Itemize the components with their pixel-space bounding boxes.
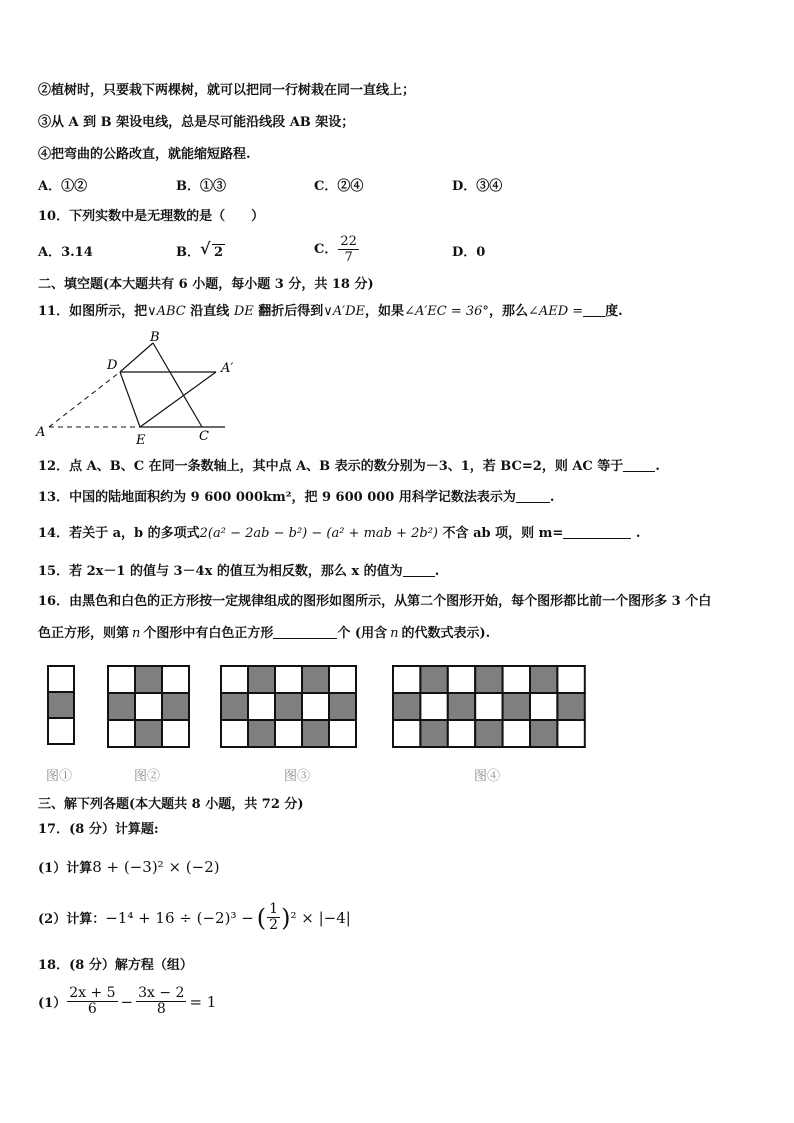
q15-stem — [38, 562, 439, 581]
label-a-prime: A′ — [221, 361, 234, 376]
q18-part-1 — [38, 986, 216, 1017]
gray-square — [135, 720, 162, 747]
q10-option-b-value: 2 — [214, 245, 224, 260]
q9-option-b[interactable]: B．①③ — [176, 179, 226, 194]
q17-part-1-label: (1）计算 — [38, 861, 93, 876]
q16-variable-n-2: n — [390, 626, 399, 641]
label-d: D — [107, 358, 118, 373]
q16-answer-blank[interactable] — [273, 624, 337, 639]
q17-part-2-fraction — [267, 902, 280, 933]
gray-square — [302, 666, 329, 693]
q12-answer-blank[interactable] — [623, 457, 655, 472]
q15-text-end: . — [434, 564, 440, 579]
q14-stem — [38, 524, 640, 543]
q18-part-1-label: (1） — [38, 996, 67, 1011]
white-square — [329, 666, 356, 693]
white-square — [448, 666, 475, 693]
label-e: E — [136, 433, 146, 448]
q9-option-a[interactable]: A．①② — [38, 179, 88, 194]
white-square — [302, 693, 329, 720]
q17-part-1-expression: 8 + (−3)² × (−2) — [92, 858, 220, 876]
white-square — [393, 666, 420, 693]
gray-square — [302, 720, 329, 747]
q11-triangle-abc: ∨ABC — [147, 304, 186, 319]
q17-part-2-expression: −1⁴ + 16 ÷ (−2)³ − — [105, 908, 254, 927]
q14-text-end: . — [635, 526, 641, 541]
gray-square — [248, 720, 275, 747]
fraction-numerator: 22 — [340, 234, 357, 249]
paren-open: ( — [256, 903, 267, 932]
fraction-numerator: 3x − 2 — [138, 985, 185, 1001]
white-square — [448, 720, 475, 747]
white-square — [48, 666, 74, 692]
q14-polynomial: 2(a² − 2ab − b²) − (a² + mab + 2b²) — [199, 526, 439, 541]
white-square — [221, 666, 248, 693]
q16-text-d: 的代数式表示). — [401, 626, 491, 641]
white-square — [108, 666, 135, 693]
label-a: A — [36, 425, 46, 440]
q11-text-mid2: 翻折后得到 — [253, 304, 324, 319]
figure-4-label: 图④ — [474, 769, 501, 784]
q16-text-a: 色正方形，则第 — [38, 626, 130, 641]
figure-2-label: 图② — [134, 769, 161, 784]
q16-text-c: 个 (用含 — [337, 626, 388, 641]
gray-square — [248, 666, 275, 693]
q9-statement-3: ③从 A 到 B 架设电线，总是尽可能沿线段 AB 架设； — [38, 115, 355, 130]
minus-sign: − — [120, 992, 134, 1011]
white-square — [420, 693, 447, 720]
q12-text: 12．点 A、B、C 在同一条数轴上，其中点 A、B 表示的数分别为－3、1，若 BC=2，则 AC 等于 — [38, 459, 624, 474]
fraction-denominator: 8 — [156, 1001, 166, 1017]
gray-square — [221, 693, 248, 720]
q9-statement-2: ②植树时，只要栽下两棵树，就可以把同一行树栽在同一直线上； — [38, 83, 416, 98]
q18-fraction-2 — [136, 986, 186, 1017]
q10-option-d[interactable]: D．0 — [452, 245, 486, 260]
white-square — [503, 720, 530, 747]
fraction-denominator: 2 — [269, 917, 279, 933]
gray-square — [393, 693, 420, 720]
q10-option-b[interactable] — [176, 239, 225, 262]
segment-de — [120, 372, 140, 427]
figure-4 — [393, 666, 585, 747]
white-square — [393, 720, 420, 747]
q18-fraction-1 — [67, 986, 117, 1017]
gray-square — [475, 720, 502, 747]
q13-text: 13．中国的陆地面积约为 9 600 000km²，把 9 600 000 用科学记数法表示为 — [38, 490, 516, 505]
gray-square — [420, 720, 447, 747]
q17-part-1 — [38, 858, 220, 878]
q11-line-de: DE — [233, 304, 254, 319]
q15-text: 15．若 2x－1 的值与 3－4x 的值互为相反数，那么 x 的值为 — [38, 564, 403, 579]
fraction-numerator: 2x + 5 — [69, 985, 116, 1001]
q10-option-c-label: C． — [314, 241, 338, 257]
white-square — [275, 666, 302, 693]
white-square — [503, 666, 530, 693]
q11-answer-blank[interactable] — [583, 302, 605, 317]
q11-text-mid4: ，那么 — [488, 304, 528, 319]
q12-text-end: . — [655, 459, 660, 474]
q16-variable-n: n — [132, 626, 141, 641]
q14-answer-blank[interactable] — [563, 524, 631, 539]
gray-square — [162, 693, 189, 720]
section-3-heading: 三、解下列各题(本大题共 8 小题，共 72 分) — [38, 797, 304, 812]
gray-square — [108, 693, 135, 720]
q11-triangle-a1de: ∨A′DE — [323, 304, 366, 319]
q17-part-2-label: (2）计算： — [38, 912, 106, 927]
figure-1 — [48, 666, 74, 744]
white-square — [557, 720, 584, 747]
q12-stem — [38, 457, 660, 476]
q16-stem-line2 — [38, 624, 490, 643]
segment-a1e — [140, 372, 216, 427]
white-square — [162, 666, 189, 693]
q10-option-c-fraction — [338, 234, 359, 265]
gray-square — [530, 720, 557, 747]
q10-option-b-label: B． — [176, 245, 200, 260]
q17-part-2-tail: ² × |−4| — [290, 908, 351, 927]
gray-square — [48, 692, 74, 718]
q10-stem: 10．下列实数中是无理数的是（ ） — [38, 209, 265, 224]
q18-title: 18．(8 分）解方程（组） — [38, 958, 193, 973]
q16-stem-line1: 16．由黑色和白色的正方形按一定规律组成的图形如图所示，从第二个图形开始，每个图形都比前一个图形多 3 个白 — [38, 594, 712, 609]
q13-stem — [38, 488, 554, 507]
q17-part-2 — [38, 902, 351, 933]
q9-statement-4: ④把弯曲的公路改直，就能缩短路程. — [38, 147, 251, 162]
q9-option-c[interactable]: C．②④ — [314, 179, 364, 194]
fraction-denominator: 7 — [344, 250, 353, 265]
white-square — [530, 693, 557, 720]
white-square — [162, 720, 189, 747]
q11-text-mid1: 沿直线 — [185, 304, 234, 319]
fraction-numerator: 1 — [269, 901, 279, 917]
figure-3-label: 图③ — [284, 769, 311, 784]
q16-text-b: 个图形中有白色正方形 — [143, 626, 274, 641]
q18-right-hand-side: = 1 — [189, 992, 217, 1011]
fraction-denominator: 6 — [87, 1001, 97, 1017]
white-square — [108, 720, 135, 747]
white-square — [221, 720, 248, 747]
section-2-heading: 二、填空题(本大题共有 6 小题，每小题 3 分，共 18 分) — [38, 277, 374, 292]
white-square — [135, 693, 162, 720]
q11-text-post: 度. — [605, 304, 623, 319]
gray-square — [329, 693, 356, 720]
q11-fold-figure — [30, 326, 260, 448]
gray-square — [475, 666, 502, 693]
white-square — [275, 720, 302, 747]
white-square — [329, 720, 356, 747]
gray-square — [557, 693, 584, 720]
segment-db — [120, 343, 153, 372]
q10-option-c[interactable] — [314, 234, 360, 265]
label-c: C — [199, 429, 209, 444]
q11-angle-asked: ∠AED = — [527, 304, 584, 319]
figure-3 — [221, 666, 356, 747]
gray-square — [530, 666, 557, 693]
white-square — [557, 666, 584, 693]
q11-text-mid3: ，如果 — [365, 304, 405, 319]
q13-answer-blank[interactable] — [516, 488, 550, 503]
white-square — [48, 718, 74, 744]
label-b: B — [150, 330, 160, 345]
q16-pattern-figures — [40, 658, 600, 758]
gray-square — [420, 666, 447, 693]
q11-text-pre: 11．如图所示，把 — [38, 304, 148, 319]
segment-bc — [153, 343, 202, 427]
q11-stem — [38, 302, 623, 321]
q14-text-post: 不含 ab 项，则 m= — [442, 526, 564, 541]
q9-option-d[interactable]: D．③④ — [452, 179, 503, 194]
paren-close: ) — [281, 903, 291, 932]
figure-1-label: 图① — [46, 769, 73, 784]
gray-square — [275, 693, 302, 720]
gray-square — [448, 693, 475, 720]
gray-square — [503, 693, 530, 720]
sqrt-symbol: √ 2 — [200, 239, 224, 260]
white-square — [248, 693, 275, 720]
q10-option-a[interactable]: A．3.14 — [38, 245, 93, 260]
q11-angle-given: ∠A′EC = 36° — [404, 304, 489, 319]
white-square — [475, 693, 502, 720]
q15-answer-blank[interactable] — [403, 562, 435, 577]
q17-title: 17．(8 分）计算题: — [38, 822, 159, 837]
figure-2 — [108, 666, 189, 747]
q13-text-end: . — [549, 490, 555, 505]
dashed-line-ad — [49, 372, 120, 427]
gray-square — [135, 666, 162, 693]
q14-text-pre: 14．若关于 a，b 的多项式 — [38, 526, 200, 541]
